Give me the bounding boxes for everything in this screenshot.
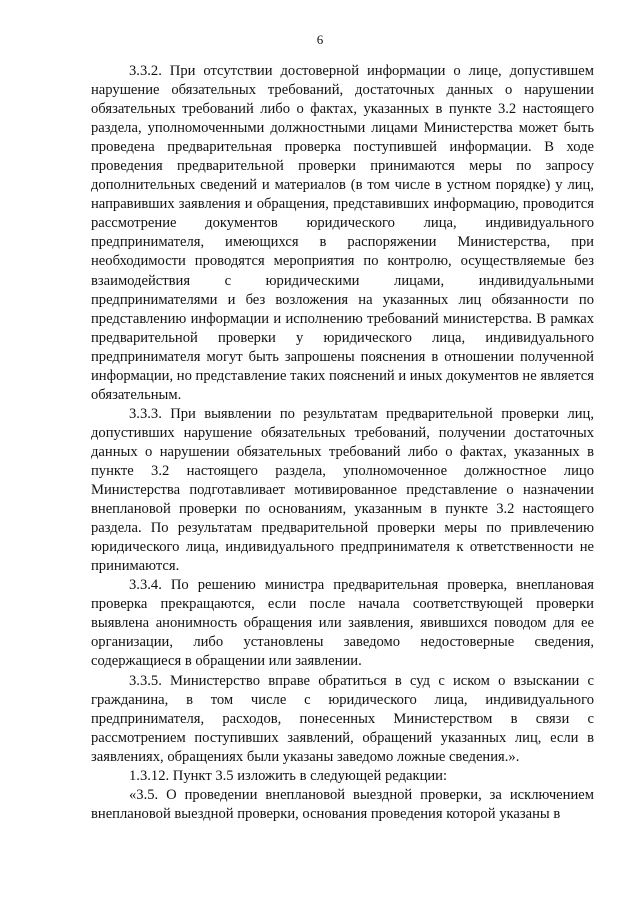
document-body xyxy=(91,62,594,824)
paragraph-3-3-2: 3.3.2. При отсутствии достоверной информации о лице, допустившем нарушение обязательных требований, достаточных данных о нарушении обязательных требований либо о фактах, указанных в пункте 3.2 настоящего раздела, уполномоченными должностными лицами Министерства может быть проведена предварительная проверка поступившей информации. В ходе проведения предварительной проверки принимаются меры по запросу дополнительных сведений и материалов (в том числе в устном порядке) у лиц, направивших заявления и обращения, представивших информацию, проводится рассмотрение документов юридического лица, индивидуального предпринимателя, имеющихся в распоряжении Министерства, при необходимости проводятся мероприятия по контролю, осуществляемые без взаимодействия с юридическими лицами, индивидуальными предпринимателями и без возложения на указанных лиц обязанности по представлению информации и исполнению требований министерства. В рамках предварительной проверки у юридического лица, индивидуального предпринимателя могут быть запрошены пояснения в отношении полученной информации, но представление таких пояснений и иных документов не является обязательным. xyxy=(91,63,594,403)
page-number: 6 xyxy=(316,32,324,47)
paragraph-3-3-4: 3.3.4. По решению министра предварительная проверка, внеплановая проверка прекращаются, если после начала соответствующей проверки выявлена анонимность обращения или заявления, явившихся поводом для ее организации, либо установлены заведомо недостоверные сведения, содержащиеся в обращении или заявлении. xyxy=(91,577,594,670)
paragraph-3-5-quote: «3.5. О проведении внеплановой выездной проверки, за исключением внеплановой выездной проверки, основания проведения которой указаны в xyxy=(91,786,594,822)
paragraph-1-3-12: 1.3.12. Пункт 3.5 изложить в следующей редакции: xyxy=(129,767,448,784)
paragraph-3-3-3: 3.3.3. При выявлении по результатам предварительной проверки лиц, допустивших нарушение обязательных требований, получении достаточных данных о нарушении обязательных требований либо о фактах, указанных в пункте 3.2 настоящего раздела, уполномоченное должностное лицо Министерства подготавливает мотивированное представление о назначении внеплановой проверки по основаниям, указанным в пункте 3.2 настоящего раздела. По результатам предварительной проверки меры по привлечению юридического лица, индивидуального предпринимателя к ответственности не принимаются. xyxy=(91,405,594,575)
paragraph-3-3-5: 3.3.5. Министерство вправе обратиться в суд с иском о взыскании с гражданина, в том числе с юридического лица, индивидуального предпринимателя, расходов, понесенных Министерством в связи с рассмотрением поступивших заявлений, обращений указанных лиц, если в заявлениях, обращениях были указаны заведомо ложные сведения.». xyxy=(91,672,594,765)
